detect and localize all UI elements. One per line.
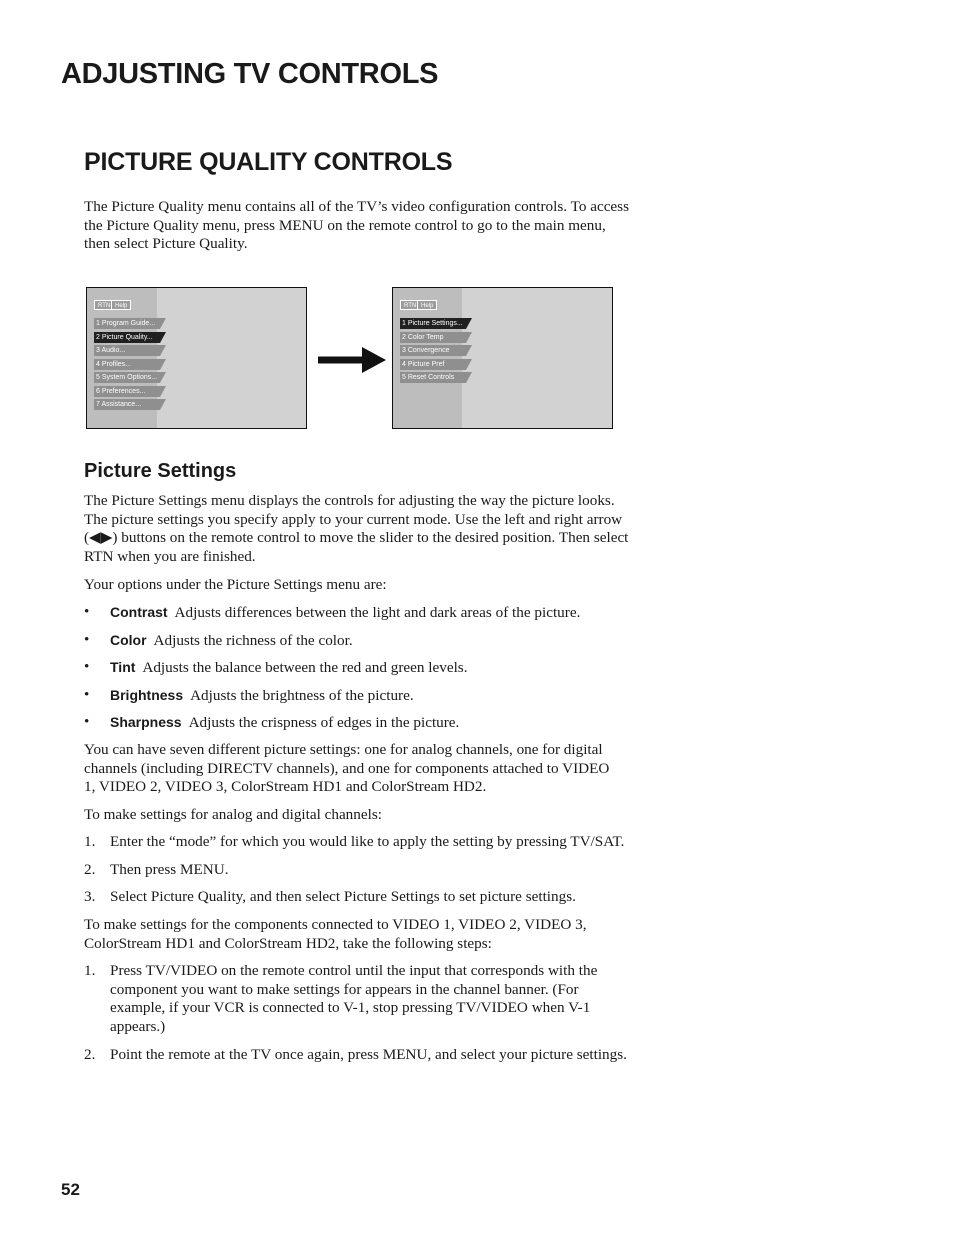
seven-settings-paragraph: You can have seven different picture settings: one for analog channels, one for digital channels (including DIRECTV channels), and one for components attached to VIDEO 1, VIDEO 2, VIDEO 3, ColorStream HD1 and ColorStream HD2.: [84, 741, 610, 796]
menu-item-picture-settings: 1 Picture Settings...: [400, 318, 466, 329]
menu-item-color-temp: 2 Color Temp: [400, 332, 466, 343]
picture-quality-menu-screen: [392, 287, 613, 429]
step-text: Enter the “mode” for which you would like to apply the setting by pressing TV/SAT.: [110, 833, 625, 850]
step-text: Point the remote at the TV once again, press MENU, and select your picture settings.: [110, 1046, 627, 1063]
options-intro: Your options under the Picture Settings menu are:: [84, 576, 387, 593]
section-title: PICTURE QUALITY CONTROLS: [84, 148, 453, 176]
rtn-tag: RTN: [400, 300, 420, 310]
main-menu-list: [94, 318, 160, 413]
picture-quality-menu-list: [400, 318, 466, 386]
bullet-icon: •: [84, 603, 90, 620]
subsection-title: Picture Settings: [84, 460, 237, 482]
step-number: 1.: [84, 833, 96, 850]
menu-item-program-guide: 1 Program Guide...: [94, 318, 160, 329]
right-arrow-icon: [318, 345, 386, 375]
option-term: Contrast: [110, 604, 168, 620]
components-intro: To make settings for the components connected to VIDEO 1, VIDEO 2, VIDEO 3, ColorStream HD1 and ColorStream HD2, take the following steps:: [84, 916, 587, 952]
option-term: Sharpness: [110, 714, 182, 730]
option-text: Adjusts the brightness of the picture.: [190, 687, 414, 704]
option-text: Adjusts differences between the light and dark areas of the picture.: [174, 604, 581, 621]
step-number: 3.: [84, 888, 96, 905]
option-term: Color: [110, 632, 147, 648]
step-number: 1.: [84, 962, 96, 979]
option-term: Brightness: [110, 687, 184, 703]
menu-item-convergence: 3 Convergence: [400, 345, 466, 356]
step-text: Press TV/VIDEO on the remote control until the input that corresponds with the component you want to make settings for appears in the channel banner. (For example, if your VCR is connected to V-1, stop pressing TV/VIDEO when V-1 appears.): [110, 962, 598, 1035]
menu-item-assistance: 7 Assistance...: [94, 399, 160, 410]
menu-item-preferences: 6 Preferences...: [94, 386, 160, 397]
menu-item-picture-quality: 2 Picture Quality...: [94, 332, 160, 343]
picture-settings-description: The Picture Settings menu displays the controls for adjusting the way the picture looks. The picture settings you specify apply to your current mode. Use the left and right arrow (◀▶) buttons on the remote control to move the slider to the desired position. Then select RTN when you are finished.: [84, 492, 629, 565]
bullet-icon: •: [84, 713, 90, 730]
bullet-icon: •: [84, 658, 90, 675]
help-tag: Help: [417, 300, 437, 310]
page-number: 52: [61, 1180, 80, 1199]
option-term: Tint: [110, 659, 136, 675]
option-text: Adjusts the crispness of edges in the picture.: [188, 714, 460, 731]
option-text: Adjusts the balance between the red and green levels.: [142, 659, 468, 676]
bullet-icon: •: [84, 686, 90, 703]
menu-item-system-options: 5 System Options...: [94, 372, 160, 383]
step-number: 2.: [84, 1046, 96, 1063]
help-tag: Help: [111, 300, 131, 310]
menu-item-profiles: 4 Profiles...: [94, 359, 160, 370]
bullet-icon: •: [84, 631, 90, 648]
step-text: Then press MENU.: [110, 861, 229, 878]
intro-paragraph: The Picture Quality menu contains all of the TV’s video configuration controls. To access the Picture Quality menu, press MENU on the remote control to go to the main menu, then select Picture Quality.: [84, 198, 629, 253]
menu-item-picture-pref: 4 Picture Pref: [400, 359, 466, 370]
rtn-tag: RTN: [94, 300, 114, 310]
menu-item-reset-controls: 5 Reset Controls: [400, 372, 466, 383]
step-text: Select Picture Quality, and then select Picture Settings to set picture settings.: [110, 888, 576, 905]
main-menu-screen: [86, 287, 307, 429]
option-text: Adjusts the richness of the color.: [153, 632, 353, 649]
step-number: 2.: [84, 861, 96, 878]
page-title: ADJUSTING TV CONTROLS: [61, 58, 439, 90]
menu-item-audio: 3 Audio...: [94, 345, 160, 356]
analog-intro: To make settings for analog and digital channels:: [84, 806, 382, 823]
